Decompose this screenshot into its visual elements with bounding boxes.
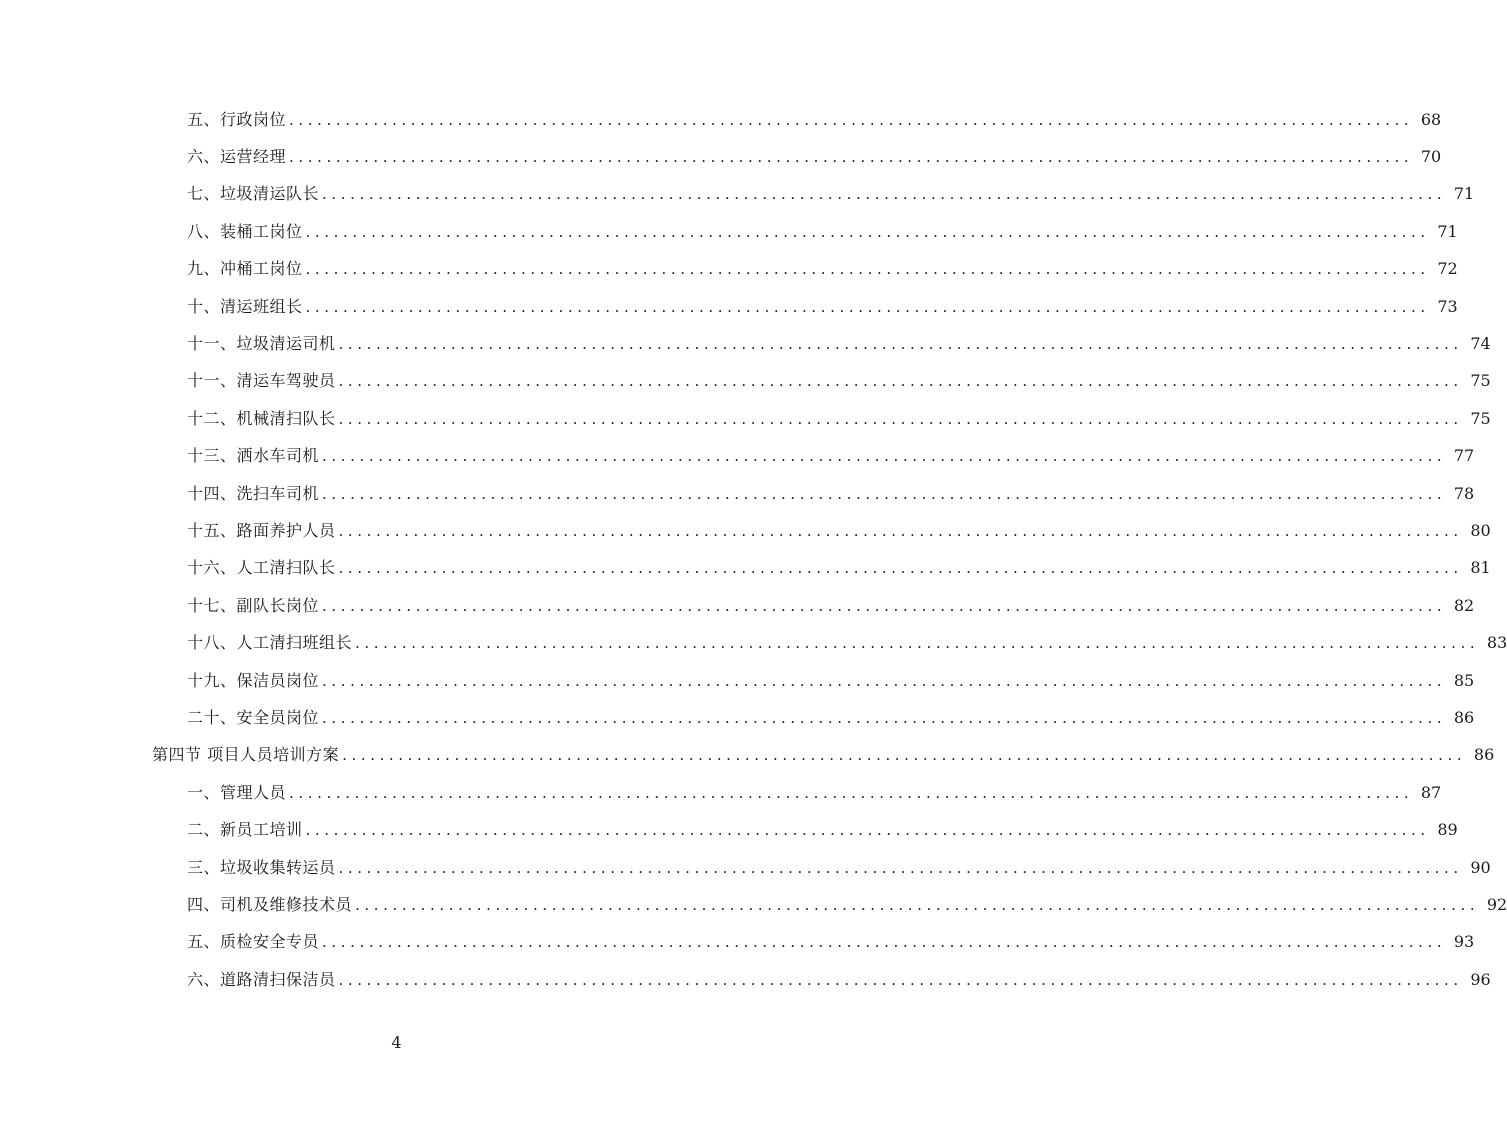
- toc-entry-title: 九、冲桶工岗位: [187, 259, 303, 279]
- toc-entry-title: 十五、路面养护人员: [187, 520, 336, 540]
- toc-entry-title: 十、清运班组长: [187, 296, 303, 316]
- toc-entry-page: 71: [1453, 184, 1475, 204]
- toc-entry-title: 六、道路清扫保洁员: [187, 969, 336, 989]
- toc-entry-page: 92: [1486, 894, 1507, 914]
- toc-entry-page: 93: [1453, 932, 1475, 952]
- toc-dot-leader: ........................................................................................................................: [305, 821, 1430, 840]
- toc-entry[interactable]: [0, 251, 1458, 288]
- toc-entry[interactable]: [0, 138, 1442, 175]
- toc-entry-page: 90: [1470, 857, 1491, 877]
- toc-entry-title: 第四节 项目人员培训方案: [152, 745, 340, 765]
- toc-entry-page: 72: [1437, 259, 1458, 279]
- toc-entry-page: 87: [1420, 782, 1442, 802]
- toc-entry[interactable]: [0, 400, 1491, 437]
- toc-entry-page: 89: [1437, 820, 1458, 840]
- toc-dot-leader: ........................................................................................................................: [322, 596, 1447, 615]
- toc-section-entry[interactable]: [0, 737, 1495, 774]
- toc-dot-leader: ........................................................................................................................: [338, 970, 1463, 989]
- toc-dot-leader: ........................................................................................................................: [338, 409, 1463, 428]
- toc-entry-title: 三、垃圾收集转运员: [187, 857, 336, 877]
- toc-entry-title: 七、垃圾清运队长: [187, 184, 320, 204]
- toc-entry-title: 十一、垃圾清运司机: [187, 334, 336, 354]
- toc-entry-title: 二、新员工培训: [187, 820, 303, 840]
- toc-entry-title: 二十、安全员岗位: [187, 707, 320, 727]
- toc-entry[interactable]: [0, 849, 1491, 886]
- table-of-contents: [0, 101, 1507, 998]
- page-number: 4: [391, 1033, 402, 1052]
- toc-entry-title: 十四、洗扫车司机: [187, 483, 320, 503]
- toc-entry[interactable]: [0, 699, 1475, 736]
- toc-entry-page: 85: [1453, 670, 1475, 690]
- toc-dot-leader: ........................................................................................................................: [322, 933, 1447, 952]
- toc-entry-page: 81: [1470, 558, 1491, 578]
- toc-dot-leader: ........................................................................................................................: [289, 783, 1414, 802]
- toc-entry[interactable]: [0, 101, 1442, 138]
- toc-entry-page: 77: [1453, 446, 1475, 466]
- toc-entry[interactable]: [0, 288, 1458, 325]
- toc-entry[interactable]: [0, 512, 1491, 549]
- toc-dot-leader: ........................................................................................................................: [322, 708, 1447, 727]
- toc-entry-page: 82: [1453, 595, 1475, 615]
- toc-entry-title: 十一、清运车驾驶员: [187, 371, 336, 391]
- toc-entry-page: 83: [1486, 633, 1507, 653]
- toc-entry-title: 十二、机械清扫队长: [187, 408, 336, 428]
- toc-dot-leader: ........................................................................................................................: [289, 110, 1414, 129]
- toc-dot-leader: ........................................................................................................................: [338, 559, 1463, 578]
- toc-entry-page: 68: [1420, 109, 1442, 129]
- toc-entry[interactable]: [0, 961, 1491, 998]
- toc-entry-page: 74: [1470, 334, 1491, 354]
- toc-entry[interactable]: [0, 213, 1458, 250]
- toc-dot-leader: ........................................................................................................................: [338, 372, 1463, 391]
- toc-entry-title: 十七、副队长岗位: [187, 595, 320, 615]
- toc-entry-page: 75: [1470, 371, 1491, 391]
- toc-dot-leader: ........................................................................................................................: [355, 895, 1480, 914]
- toc-entry[interactable]: [0, 475, 1475, 512]
- toc-dot-leader: ........................................................................................................................: [322, 671, 1447, 690]
- toc-entry[interactable]: [0, 325, 1491, 362]
- toc-dot-leader: ........................................................................................................................: [342, 746, 1467, 765]
- toc-entry-title: 四、司机及维修技术员: [187, 894, 353, 914]
- toc-dot-leader: ........................................................................................................................: [355, 634, 1480, 653]
- toc-entry-title: 十六、人工清扫队长: [187, 558, 336, 578]
- toc-dot-leader: ........................................................................................................................: [322, 447, 1447, 466]
- toc-dot-leader: ........................................................................................................................: [338, 521, 1463, 540]
- toc-dot-leader: ........................................................................................................................: [305, 260, 1430, 279]
- toc-dot-leader: ........................................................................................................................: [338, 335, 1463, 354]
- toc-entry-title: 五、质检安全专员: [187, 932, 320, 952]
- toc-entry-page: 73: [1437, 296, 1458, 316]
- toc-dot-leader: ........................................................................................................................: [289, 148, 1414, 167]
- toc-dot-leader: ........................................................................................................................: [322, 185, 1447, 204]
- toc-entry[interactable]: [0, 624, 1507, 661]
- toc-entry-page: 75: [1470, 408, 1491, 428]
- toc-entry-page: 80: [1470, 520, 1491, 540]
- toc-entry[interactable]: [0, 176, 1475, 213]
- toc-entry-title: 八、装桶工岗位: [187, 221, 303, 241]
- toc-dot-leader: ........................................................................................................................: [338, 858, 1463, 877]
- toc-entry[interactable]: [0, 662, 1475, 699]
- toc-entry-title: 六、运营经理: [187, 147, 287, 167]
- toc-entry-title: 十九、保洁员岗位: [187, 670, 320, 690]
- toc-entry-page: 86: [1473, 745, 1495, 765]
- toc-entry-title: 十三、洒水车司机: [187, 446, 320, 466]
- toc-entry[interactable]: [0, 587, 1475, 624]
- toc-entry[interactable]: [0, 438, 1475, 475]
- toc-entry[interactable]: [0, 924, 1475, 961]
- toc-entry[interactable]: [0, 886, 1507, 923]
- toc-dot-leader: ........................................................................................................................: [322, 484, 1447, 503]
- toc-entry[interactable]: [0, 774, 1442, 811]
- toc-dot-leader: ........................................................................................................................: [305, 222, 1430, 241]
- toc-entry-page: 86: [1453, 707, 1475, 727]
- toc-entry-page: 96: [1470, 969, 1491, 989]
- toc-entry-title: 一、管理人员: [187, 782, 287, 802]
- toc-entry-page: 70: [1420, 147, 1442, 167]
- toc-entry[interactable]: [0, 363, 1491, 400]
- toc-dot-leader: ........................................................................................................................: [305, 297, 1430, 316]
- toc-entry-page: 78: [1453, 483, 1475, 503]
- toc-entry-page: 71: [1437, 221, 1458, 241]
- toc-entry[interactable]: [0, 811, 1458, 848]
- toc-entry-title: 五、行政岗位: [187, 109, 287, 129]
- toc-entry-title: 十八、人工清扫班组长: [187, 633, 353, 653]
- toc-entry[interactable]: [0, 550, 1491, 587]
